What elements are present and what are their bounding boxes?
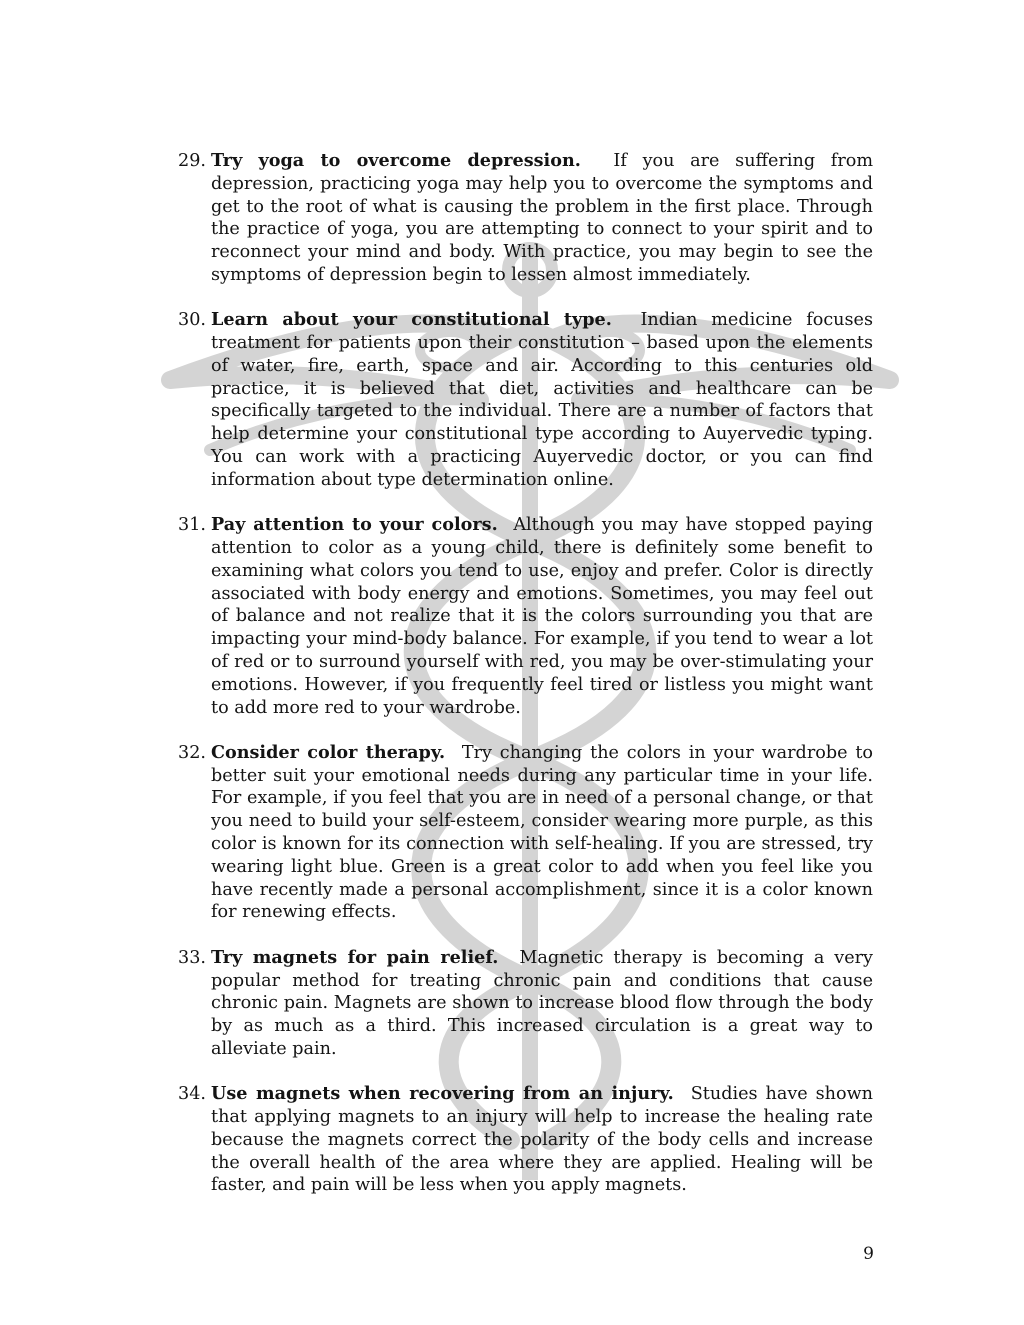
- tip-heading: Pay attention to your colors.: [211, 514, 514, 536]
- tips-list: [178, 150, 873, 1220]
- tip-heading: Try yoga to overcome depression.: [211, 150, 614, 171]
- tip-body: If you are suffering from depression, practicing yoga may help you to overcome the symptoms and get to the root of what is causing the problem in the first place. Through the practice of yoga, you are attempting to connect to your spirit and to reconnect your mind and body. With practice, you may begin to see the symptoms of depression begin to lessen almost immediately.: [211, 151, 873, 285]
- tip-body: Although you may have stopped paying attention to color as a young child, there is definitely some benefit to examining what colors you tend to use, enjoy and prefer. Color is directly associated with body energy and emotions. Sometimes, you may feel out of balance and not realize that it is the colors surrounding you that are impacting your mind-body balance. For example, if you tend to wear a lot of red or to surround yourself with red, you may be over-stimulating your emotions. However, if you frequently feel tired or listless you might want to add more red to your wardrobe.: [211, 515, 873, 718]
- tip-number: 32.: [178, 742, 206, 763]
- tip-number: 33.: [178, 947, 206, 968]
- list-item: [178, 309, 873, 491]
- list-item: [178, 514, 873, 719]
- tip-body: Magnetic therapy is becoming a very popular method for treating chronic pain and conditions that cause chronic pain. Magnets are shown to increase blood flow through the body by as much as a third. This increased circulation is a great way to alleviate pain.: [211, 947, 873, 1059]
- list-item: [178, 947, 873, 1061]
- tip-heading: Use magnets when recovering from an injury.: [211, 1083, 691, 1105]
- tip-heading: Learn about your constitutional type.: [211, 309, 641, 331]
- page-number: 9: [863, 1244, 874, 1264]
- tip-heading: Try magnets for pain relief.: [211, 946, 520, 968]
- tip-number: 31.: [178, 515, 206, 536]
- tip-body: Indian medicine focuses treatment for patients upon their constitution – based upon the elements of water, fire, earth, space and air. According to this centuries old practice, it is believed that diet, activities and healthcare can be specifically targeted to the individual. There are a number of factors that help determine your constitutional type according to Auyervedic typing. You can work with a practicing Auyervedic doctor, or you can find information about type determination online.: [211, 310, 873, 490]
- list-item: [178, 150, 873, 287]
- tip-body: Try changing the colors in your wardrobe to better suit your emotional needs during any particular time in your life. For example, if you feel that you are in need of a personal change, or that you need to build your self-esteem, consider wearing more purple, as this color is known for its connection with self-healing. If you are stressed, try wearing light blue. Green is a great color to add when you feel like you have recently made a personal accomplishment, since it is a color known for renewing effects.: [211, 742, 873, 923]
- tip-heading: Consider color therapy.: [211, 741, 462, 763]
- tip-body: Studies have shown that applying magnets to an injury will help to increase the healing rate because the magnets correct the polarity of the body cells and increase the overall health of the area where they are applied. Healing will be faster, and pain will be less when you apply magnets.: [211, 1084, 873, 1196]
- tip-number: 30.: [178, 310, 206, 331]
- tip-number: 34.: [178, 1084, 206, 1105]
- tip-number: 29.: [178, 151, 206, 171]
- list-item: [178, 1083, 873, 1197]
- list-item: [178, 742, 873, 924]
